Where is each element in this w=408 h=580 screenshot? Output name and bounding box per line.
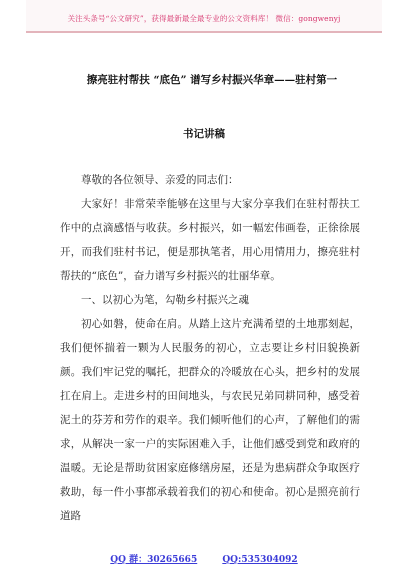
document-subtitle: 书记讲稿 [183,128,225,140]
footer-contacts [0,547,408,567]
section-heading: 一、以初心为笔，勾勒乡村振兴之魂 [81,294,249,306]
top-banner [26,0,382,33]
banner-text: 关注头条号“公文研究”，获得最新最全最专业的公文资料库！ 微信：gongwenyj [67,14,341,23]
salutation: 尊敬的各位领导、亲爱的同志们： [81,174,239,186]
qq-group-link[interactable]: QQ 群：30265665 [110,555,198,565]
paragraph-intro: 大家好！非常荣幸能够在这里与大家分享我们在驻村帮扶工作中的点滴感悟与收获。乡村振兴，如一幅宏伟画卷，正徐徐展开，而我们驻村书记，便是那执笔者，用心用情用力，擦亮驻村帮扶的“底色”，奋力谱写乡村振兴的壮丽华章。 [60,198,360,282]
paragraph-section-one: 初心如磐，使命在肩。从踏上这片充满希望的土地那刻起，我们便怀揣着一颗为人民服务的初心，立志要让乡村旧貌换新颜。我们牢记党的嘱托，把群众的冷暖放在心头，把乡村的发展扛在肩上。走进乡村的田间地头，与农民兄弟同耕同种，感受着泥土的芬芳和劳作的艰辛。我们倾听他们的心声，了解他们的需求，从解决一家一户的实际困难入手，让他们感受到党和政府的温暖。无论是帮助贫困家庭修缮房屋，还是为患病群众争取医疗救助，每一件小事都承载着我们的初心和使命。初心是照亮前行道路 [60,318,360,522]
document-body [60,168,360,528]
qq-link[interactable]: QQ:535304092 [222,555,298,565]
document-title: 擦亮驻村帮扶 “底色” 谱写乡村振兴华章——驻村第一 [86,74,338,86]
